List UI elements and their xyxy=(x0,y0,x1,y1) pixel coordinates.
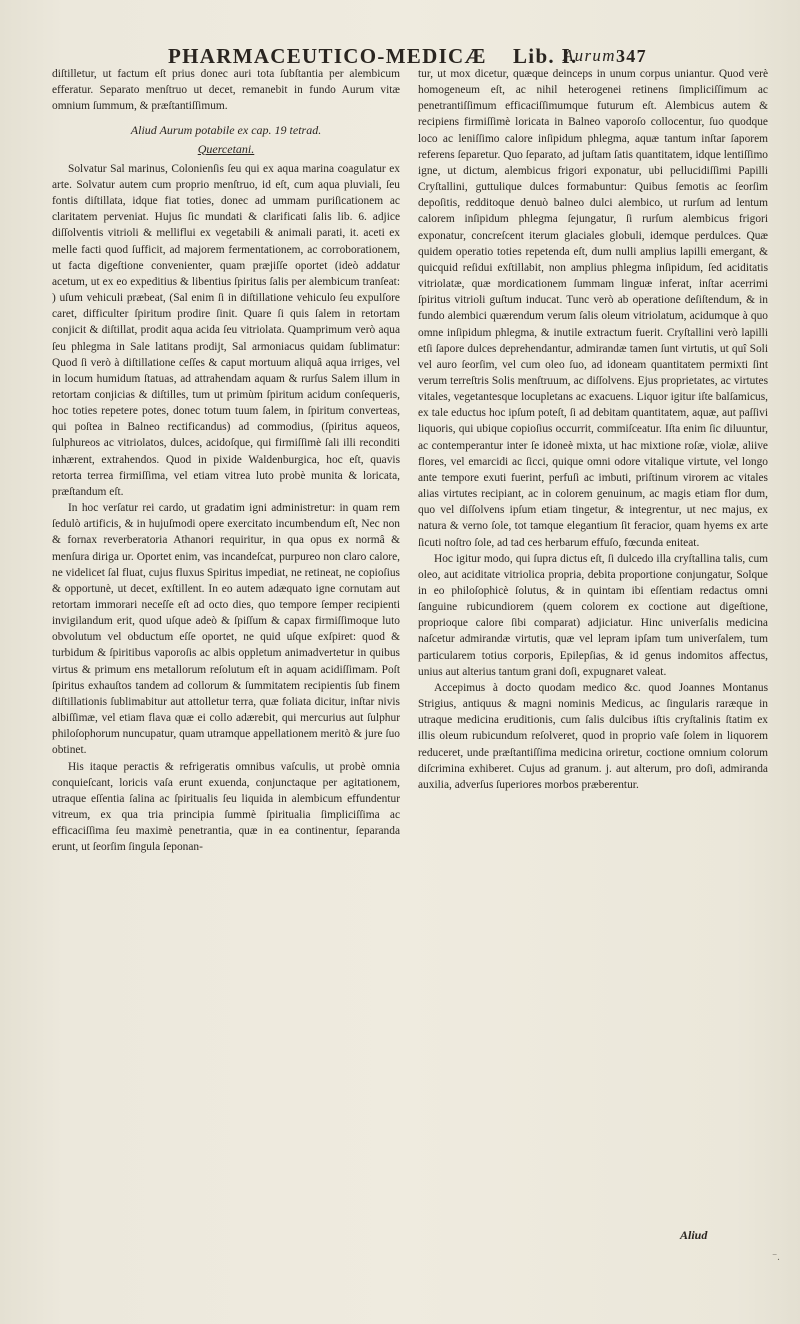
section-heading: Aliud Aurum potabile ex cap. 19 tetrad. xyxy=(130,123,322,138)
topic-label: Aurum xyxy=(563,46,616,65)
paragraph: diſtilletur, ut factum eſt prius donec auri tota ſubſtantia per alembicum efferatur. Separato menſtruo ut decet, remanebit in fundo Aurum vitæ omnium ſummum, & præſtantiſſimum. xyxy=(52,68,400,113)
right-column xyxy=(418,66,768,1216)
paragraph: Hoc igitur modo, qui ſupra dictus eſt, ſi dulcedo illa cryſtallina talis, cum oleo, aut aciditate vitriolica propria, debita proportione conjungatur, Solque in eo philoſophicè ſolutus, & in quintam ibi eſſentiam redactus omni ſanguine rubicundiorem (quem colorem ex coctione aut digeſtione, proprioque calore ſibi comparat) adjiciatur. Hinc univerſalis medicina naſcetur admirandæ virtutis, quæ vel lepram ipſam tum univerſalem, tum particularem totius corporis, Epilepſias, & id genus indomitos affectus, unius aut alterius tantum grani doſi, expugnaret valeat. xyxy=(418,552,768,678)
paragraph: Solvatur Sal marinus, Colonienſis ſeu qui ex aqua marina coagulatur ex arte. Solvatur autem cum proprio menſtruo, id eſt, cum aqua pluviali, ſeu fontis diſtillata, idque fiat toties, donec ad ummam puriſicationem ac claritatem perveniat. Hujus ſic mundati & clarificati ſalis lib. 6. adjice diſſolventis vitrioli & melliflui ex vegetabili & animali parati, it. aceti ex melle facti quod ſufficit, ad majorem fermentationem, ac corroborationem, ut facta digeſtione convenienter, quam præjiſſe oportet (ideò addatur acetum, ut ex eo expeditius & libentius ſpiritus ſalis per alembicum tranſeat: ) uſum vehiculi præbeat, (Sal enim ſi in diſtillatione vehiculo ſeu expulſore caret, difficulter ſpiritum prodire ſinit. Quare ſi quis ſalem in retortam conjicit & diſtillat, prodit aqua acida ſeu vitriolata. Quamprimum verò aqua ſeu phlegma in Sale latitans prodijt, Sal armoniacus quidam ſublimatur: Quod ſi verò à diſtillatione ceſſes & caput mortuum aliquâ aqua irriges, vel in locum humidum ſtatuas, ad attrahendam aquam & rurſus Salem illum in retortam conjicias & diſtilles, tum ut primùm ſpiritum acidum conſequeris, hoc toties repetere potes, donec totum tuum ſalem, in ſpiritum converteas, qui poſtea in Balneo rectificandus) ad commodius, (ſpiritus aqueos, ſulphureos ac vitriolatos, dulces, acidoſque, qui firmiſſimè ſali illi reconditi inhærent, extrahendos. Quod in pixide Waldenburgica, hoc eſt, quavis retorta terrea firmiſſima, vel etiam vitrea luto probè munita & loricata, præſtandum eſt. xyxy=(52,162,400,498)
left-column xyxy=(52,66,400,1286)
paragraph: tur, ut mox dicetur, quæque deinceps in unum corpus uniantur. Quod verè homogeneum eſt, ac nihil heterogenei retinens ſimpliciſſimum ac penetrantiſſimum efficaciſſimumque futurum eſt. Alembicus autem & recipiens firmiſſimè loricata in Balneo vaporoſo collocentur, ſuo quodque loco ac leniſſimo calore inſipidum phlegma, aquæ tantum inſtar ſaporem referens ſeparetur. Quo ſeparato, ad juſtam ſatis quantitatem, idque lentiſſimo igne, ut dictum, alembicus frigori exponatur, ubi pellucidiſſimi Papilli Cryſtallini, guttulique dulces formabuntur: Quibus ſemotis ac ſeorſim depoſitis, redditoque denuò balneo dulci alembico, ut rurſum ad lentum calorem inſipidum phlegma ſejungatur, ſi rurſum alembicus frigori exponatur, concreſcent iterum glaciales globuli, idemque perdulces. Quæ quidem operatio toties repetenda eſt, dum nulli amplius lapilli emergant, & quicquid reſidui exſtillabit, non amplius phlegma inſipidum, ſed aciditatis vitriolatæ, quæ mordicationem ſummam linguæ inferat, inſtar acerrimi ſpiritus vitrioli guſtum inducat. Tunc verò ab operatione deſiſtendum, & in fundo alembici quærendum verum ſalis oleum vitriolatum, acidumque à quo omne inſipidum phlegma, & inutile extractum fuerit. Cryſtallini verò lapilli etſi ſapore dulces deprehendantur, admirandæ tamen ſunt virtutis, ut quî Soli vel auro ſeorſim, vel cum oleo ſuo, ad idoneam quantitatem permixti ſint verum terreſtris Solis menſtruum, ac diſſolvens. Ejus proprietates, ac virtutes vitales, vegetantesque locupletans ac exacuens. Liquor igitur iſte balſamicus, ex tale eductus hoc ipſum poteſt, ſi ad debitam quantitatem, aquæ, aut paſſivi liquoris, qui ubique copioſius occurrit, commiſceatur. Iſta enim ſic diluuntur, ac contemperantur inter ſe idoneè mixta, ut hac mixtione roſæ, violæ, aliive flores, vel emarcidi ac ſicci, quique omni odore vitalique virtute, vel longo ante tempore exuti fuerint, perfuſi ac imbuti, priſtinum virorem ac vitales alias virtutes recipiant, ac in colorem genuinum, ac magis etiam flor dum, quo vel diſſolvens ipſum etiam tingetur, & integrentur, ut nec majus, ex natura & verno ſole, tot tamque elegantium ſit feracior, quam hyems ex arte ſicuti noſtro ſole, ad tad ces herbarum effuſo, fœcunda eniteat. xyxy=(418,68,768,549)
catchword: Aliud xyxy=(680,1228,708,1242)
paragraph: Accepimus à docto quodam medico &c. quod Joannes Montanus Strigius, antiquus & magni nominis Medicus, ac ſingularis raræque in utraque medicina eruditionis, cum ſalis dulcibus iſtis cryſtalinis ſtatim ex illis oleum rubicundum reſolveret, quod in proprio vaſe ſolem in liquorem reduceret, unde præſtantiſſima medicina oriretur, coctione omnium colorum diſcrimina exhiberet. Cujus ad granum. j. aut alterum, pro doſi, admiranda auxilia, adverſus ſuperiores morbos præberentur. xyxy=(418,681,768,791)
section-author: Quercetani. xyxy=(197,141,255,156)
book-number: Lib. I. xyxy=(513,44,578,68)
running-title: PHARMACEUTICO-MEDICÆ xyxy=(168,44,487,68)
page-mark: ⁻. xyxy=(772,1252,780,1263)
page-number: 347 xyxy=(616,46,647,66)
paragraph: In hoc verſatur rei cardo, ut gradatim igni administretur: in quam rem ſedulò artificis, & in hujuſmodi opere exercitato incumbendum eſt, Nec non & fornax reverberatoria Athanori requiritur, in qua opus ex normâ & menſura diriga ur. Oportet enim, vas incandeſcat, purpureo non claro calore, ne videlicet ſal fluat, cujus fluxus Spiritus impediat, ne retineat, ne copioſius & opportunè, ut decet, exſtillent. In eo autem adæquato igne cornutam aut retortam immorari neceſſe eſt ad octo dies, quo tempore ſemper recipienti invigilandum erit, quod uſque adeò & ſpiſſum & capax firmiſſimoque luto obvolutum vel obductum eſſe oportet, ne quid uſque exſpiret: quod & turbidum & ſpiritibus vaporoſis ac albis oppletum animadvertetur in quibus virtus & primum ens metallorum reſolutum eſt in aquam acidiſſimam. Poſt ſpiritus exhauſtos tandem ad collorum & ſummitatem recipientis ſub finem diſtillationis ſublimabitur aut attolletur terra, quæ foliata dicitur, inſtar nivis albiſſimæ, vel etiam flava quæ ei collo adærebit, qui mercurius aut ſulphur philoſophorum nuncupatur, quam utramque appellationem meritò & jure ſuo obtinet. xyxy=(52,502,400,757)
paragraph: His itaque peractis & refrigeratis omnibus vaſculis, ut probè omnia conquieſcant, loricis vaſa erunt exuenda, conjunctaque per agitationem, utraque eſſentia ſalina ac ſpiritualis ſeu liquida in alembicum effundentur vitreum, ex qua tria principia ſummè ſpiritualia ſimpliciſſima ac efficaciſſima ſeu maximè penetrantia, quæ in ea continentur, ſeparanda erunt, ut ſeorſim ſingula ſeponan- xyxy=(52,760,400,854)
